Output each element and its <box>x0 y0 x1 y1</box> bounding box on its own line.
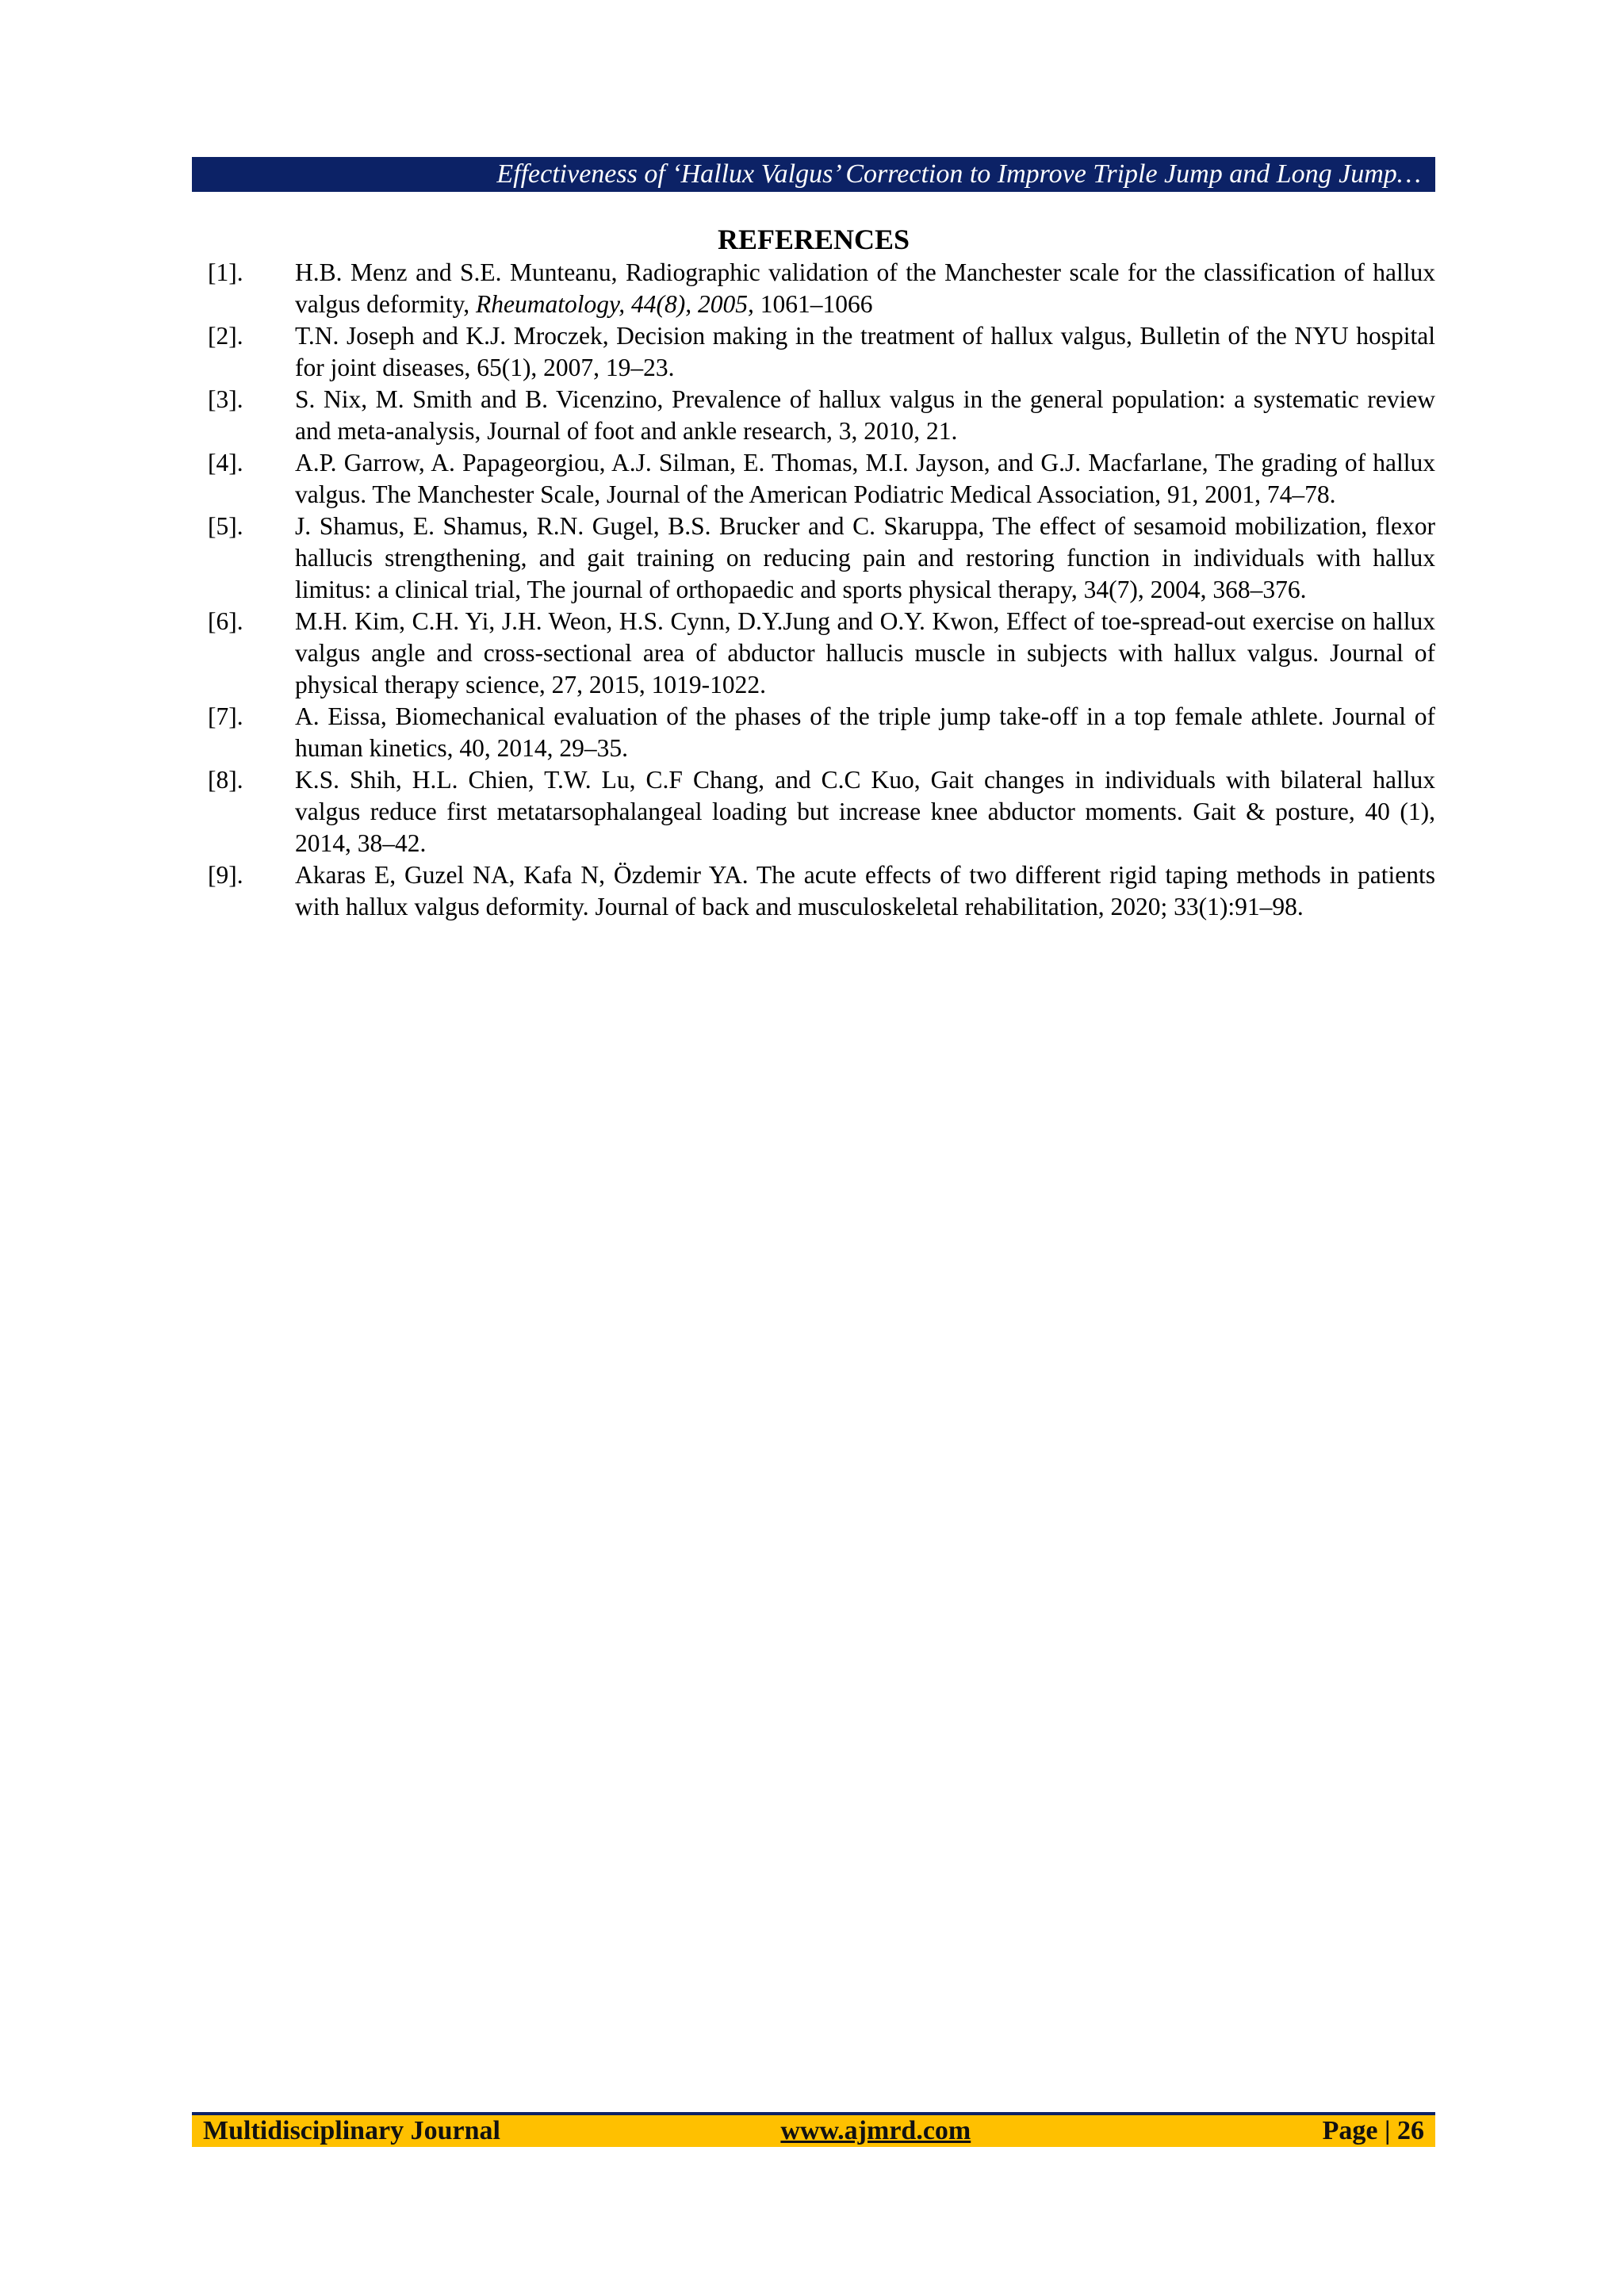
reference-item <box>208 701 1435 764</box>
footer-journal-link[interactable]: www.ajmrd.com <box>780 2116 971 2145</box>
reference-item <box>208 320 1435 384</box>
reference-item <box>208 511 1435 606</box>
reference-item <box>208 447 1435 511</box>
reference-number: [9]. <box>208 861 243 889</box>
reference-number: [2]. <box>208 322 243 350</box>
reference-body: H.B. Menz and S.E. Munteanu, Radiographic validation of the Manchester scale for the classification of hallux valgus deformity, <box>295 258 1435 318</box>
reference-text <box>295 257 1435 320</box>
footer-journal-name: Multidisciplinary Journal <box>203 2116 500 2145</box>
reference-text: K.S. Shih, H.L. Chien, T.W. Lu, C.F Chang, and C.C Kuo, Gait changes in individuals with bilateral hallux valgus reduce first metatarsophalangeal loading but increase knee abductor moments. Gait & posture, 40 (1), 2014, 38–42. <box>295 766 1435 857</box>
reference-text: A. Eissa, Biomechanical evaluation of the phases of the triple jump take-off in a top female athlete. Journal of human kinetics, 40, 2014, 29–35. <box>295 702 1435 762</box>
reference-list <box>208 257 1435 923</box>
footer-page-number: Page | 26 <box>1322 2116 1424 2145</box>
reference-number: [5]. <box>208 512 243 540</box>
reference-tail: 1061–1066 <box>753 290 873 318</box>
reference-number: [4]. <box>208 449 243 476</box>
reference-item <box>208 257 1435 320</box>
running-title: Effectiveness of ‘Hallux Valgus’ Correction to Improve Triple Jump and Long Jump… <box>496 159 1421 189</box>
reference-text: A.P. Garrow, A. Papageorgiou, A.J. Silman, E. Thomas, M.I. Jayson, and G.J. Macfarlane, The grading of hallux valgus. The Manchester Scale, Journal of the American Podiatric Medical Association, 91, 2001, 74–78. <box>295 449 1435 508</box>
page-footer <box>192 2112 1435 2147</box>
running-header <box>192 157 1435 192</box>
reference-number: [3]. <box>208 385 243 413</box>
reference-number: [6]. <box>208 607 243 635</box>
reference-italic: Rheumatology, 44(8), 2005, <box>476 290 754 318</box>
reference-item <box>208 606 1435 701</box>
reference-item <box>208 384 1435 447</box>
reference-number: [1]. <box>208 258 243 286</box>
reference-number: [7]. <box>208 702 243 730</box>
reference-text: S. Nix, M. Smith and B. Vicenzino, Prevalence of hallux valgus in the general population: a systematic review and meta-analysis, Journal of foot and ankle research, 3, 2010, 21. <box>295 385 1435 445</box>
reference-item <box>208 764 1435 859</box>
references-heading: REFERENCES <box>717 224 910 255</box>
reference-item <box>208 859 1435 923</box>
reference-text: M.H. Kim, C.H. Yi, J.H. Weon, H.S. Cynn, D.Y.Jung and O.Y. Kwon, Effect of toe-spread-out exercise on hallux valgus angle and cross-sectional area of abductor hallucis muscle in subjects with hallux valgus. Journal of physical therapy science, 27, 2015, 1019-1022. <box>295 607 1435 698</box>
reference-number: [8]. <box>208 766 243 794</box>
reference-text: J. Shamus, E. Shamus, R.N. Gugel, B.S. Brucker and C. Skaruppa, The effect of sesamoid mobilization, flexor hallucis strengthening, and gait training on reducing pain and restoring function in individuals with hallux limitus: a clinical trial, The journal of orthopaedic and sports physical therapy, 34(7), 2004, 368–376. <box>295 512 1435 603</box>
reference-text: T.N. Joseph and K.J. Mroczek, Decision making in the treatment of hallux valgus, Bulletin of the NYU hospital for joint diseases, 65(1), 2007, 19–23. <box>295 322 1435 381</box>
reference-text: Akaras E, Guzel NA, Kafa N, Özdemir YA. The acute effects of two different rigid taping methods in patients with hallux valgus deformity. Journal of back and musculoskeletal rehabilitation, 2020; 33(1):91–98. <box>295 861 1435 920</box>
